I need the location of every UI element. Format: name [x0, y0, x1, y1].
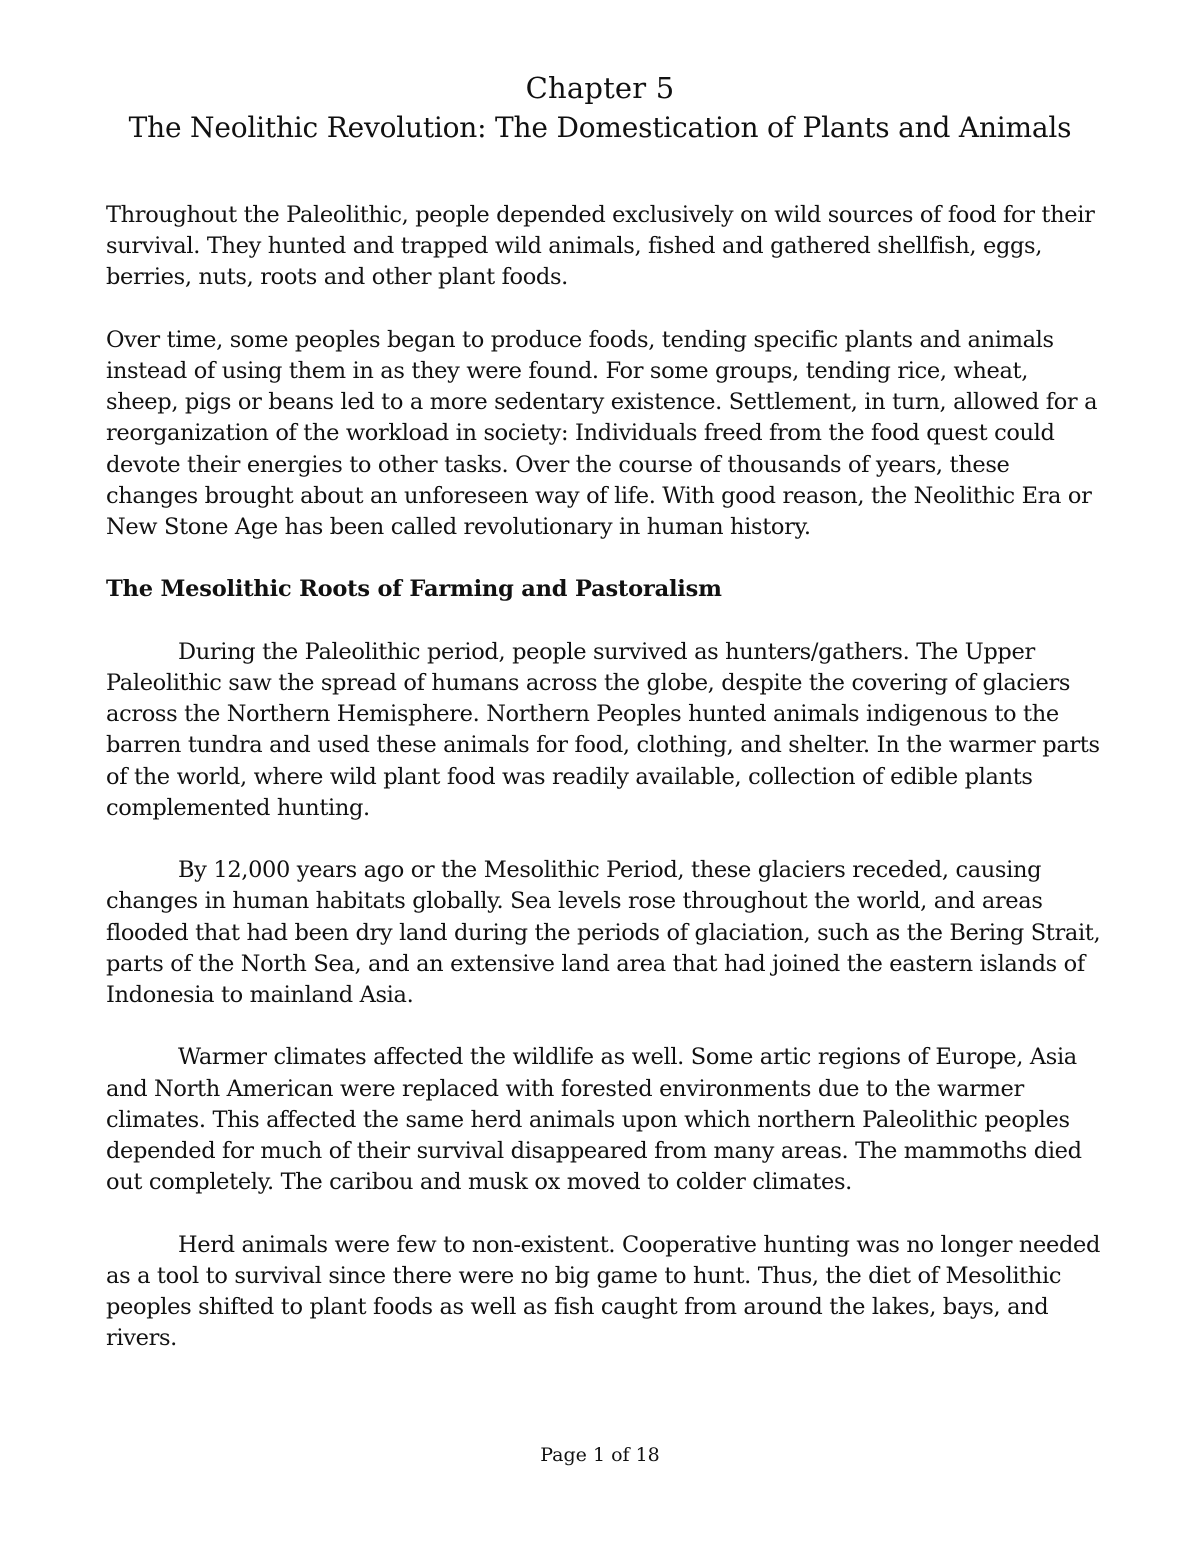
section-paragraph-3: Warmer climates affected the wildlife as well. Some artic regions of Europe, Asia and North American were replaced with forested environments due to the warmer climates. This affected the same herd animals upon which northern Paleolithic peoples depended for much of their survival disappeared from many areas. The mammoths died out completely. The caribou and musk ox moved to colder climates.: [106, 1044, 1082, 1196]
chapter-title: The Neolithic Revolution: The Domestication of Plants and Animals: [128, 111, 1072, 144]
paragraph-gap: [106, 606, 1106, 637]
title-block: [0, 68, 1200, 148]
paragraph-gap: [106, 543, 1106, 574]
section-paragraph-1: During the Paleolithic period, people survived as hunters/gathers. The Upper Paleolithic saw the spread of humans across the globe, despite the covering of glaciers across the Northern Hemisphere. Northern Peoples hunted animals indigenous to the barren tundra and used these animals for food, clothing, and shelter. In the warmer parts of the world, where wild plant food was readily available, collection of edible plants complemented hunting.: [106, 638, 1100, 821]
paragraph-gap: [106, 1011, 1106, 1042]
page-number-footer: Page 1 of 18: [540, 1444, 660, 1466]
intro-paragraph-2: Over time, some peoples began to produce foods, tending specific plants and animals instead of using them in as they were found. For some groups, tending rice, wheat, sheep, pigs or beans led to a more sedentary existence. Settlement, in turn, allowed for a reorganization of the workload in society: Individuals freed from the food quest could devote their energies to other tasks. Over the course of thousands of years, these changes brought about an unforeseen way of life. With good reason, the Neolithic Era or New Stone Age has been called revolutionary in human history.: [106, 326, 1098, 541]
chapter-label: Chapter 5: [525, 71, 675, 105]
paragraph-gap: [106, 294, 1106, 325]
section-paragraph-2: By 12,000 years ago or the Mesolithic Period, these glaciers receded, causing changes in human habitats globally. Sea levels rose throughout the world, and areas flooded that had been dry land during the periods of glaciation, such as the Bering Strait, parts of the North Sea, and an extensive land area that had joined the eastern islands of Indonesia to mainland Asia.: [106, 857, 1101, 1009]
paragraph-gap: [106, 824, 1106, 855]
section-paragraph-4: Herd animals were few to non-existent. Cooperative hunting was no longer needed as a tool to survival since there were no big game to hunt. Thus, the diet of Mesolithic peoples shifted to plant foods as well as fish caught from around the lakes, bays, and rivers.: [106, 1231, 1101, 1352]
section-heading: The Mesolithic Roots of Farming and Pastoralism: [106, 576, 722, 603]
intro-paragraph-1: Throughout the Paleolithic, people depended exclusively on wild sources of food for their survival. They hunted and trapped wild animals, fished and gathered shellfish, eggs, berries, nuts, roots and other plant foods.: [106, 202, 1095, 291]
document-body: [106, 200, 1106, 1354]
paragraph-gap: [106, 1198, 1106, 1229]
